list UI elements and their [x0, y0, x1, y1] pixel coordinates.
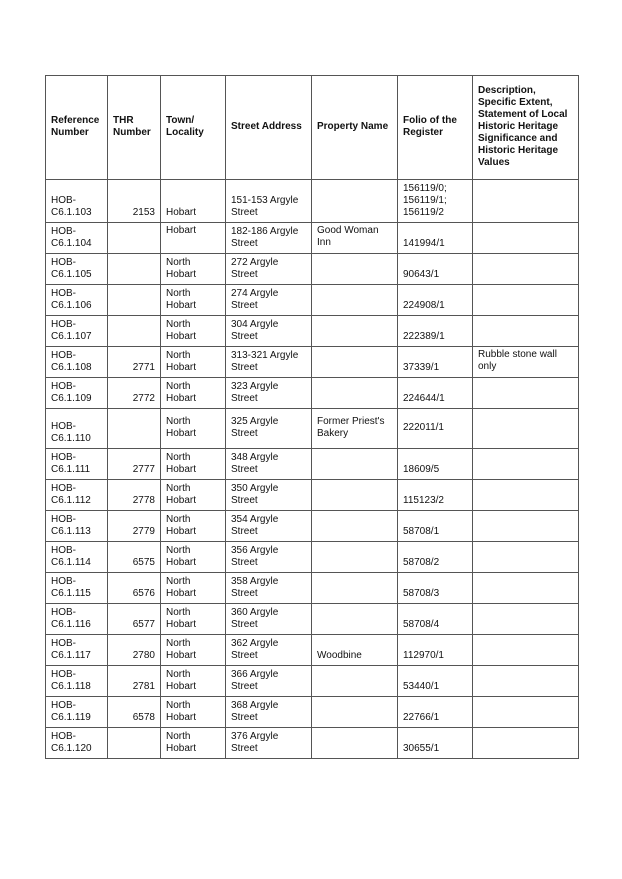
- cell-street-address: 360 Argyle Street: [226, 604, 312, 635]
- cell-street-address: 182-186 Argyle Street: [226, 223, 312, 254]
- table-body: [46, 180, 579, 759]
- cell-thr-number: 2778: [108, 480, 161, 511]
- cell-street-address: 323 Argyle Street: [226, 378, 312, 409]
- cell-reference-number: HOB-C6.1.108: [46, 347, 108, 378]
- cell-description: [473, 635, 579, 666]
- cell-description: [473, 316, 579, 347]
- cell-description: [473, 511, 579, 542]
- cell-folio: 58708/3: [398, 573, 473, 604]
- cell-reference-number: HOB-C6.1.120: [46, 728, 108, 759]
- cell-street-address: 304 Argyle Street: [226, 316, 312, 347]
- header-folio: Folio of the Register: [398, 76, 473, 180]
- cell-description: [473, 573, 579, 604]
- cell-folio: 18609/5: [398, 449, 473, 480]
- cell-town-locality: North Hobart: [161, 409, 226, 449]
- cell-property-name: [312, 347, 398, 378]
- cell-town-locality: North Hobart: [161, 347, 226, 378]
- table-row: [46, 409, 579, 449]
- cell-folio: 58708/1: [398, 511, 473, 542]
- cell-reference-number: HOB-C6.1.118: [46, 666, 108, 697]
- cell-reference-number: HOB-C6.1.116: [46, 604, 108, 635]
- cell-reference-number: HOB-C6.1.119: [46, 697, 108, 728]
- table-row: [46, 449, 579, 480]
- cell-description: [473, 285, 579, 316]
- cell-reference-number: HOB-C6.1.104: [46, 223, 108, 254]
- table-row: [46, 285, 579, 316]
- cell-street-address: 358 Argyle Street: [226, 573, 312, 604]
- cell-reference-number: HOB-C6.1.103: [46, 180, 108, 223]
- cell-town-locality: North Hobart: [161, 697, 226, 728]
- cell-reference-number: HOB-C6.1.107: [46, 316, 108, 347]
- cell-folio: 37339/1: [398, 347, 473, 378]
- cell-property-name: Former Priest's Bakery: [312, 409, 398, 449]
- cell-town-locality: Hobart: [161, 180, 226, 223]
- table-row: [46, 697, 579, 728]
- cell-thr-number: [108, 254, 161, 285]
- cell-street-address: 362 Argyle Street: [226, 635, 312, 666]
- cell-street-address: 274 Argyle Street: [226, 285, 312, 316]
- cell-street-address: 313-321 Argyle Street: [226, 347, 312, 378]
- cell-thr-number: 2153: [108, 180, 161, 223]
- cell-folio: 222011/1: [398, 409, 473, 449]
- cell-description: [473, 480, 579, 511]
- cell-town-locality: North Hobart: [161, 285, 226, 316]
- table-row: [46, 316, 579, 347]
- cell-property-name: [312, 378, 398, 409]
- cell-thr-number: 2771: [108, 347, 161, 378]
- cell-thr-number: 6578: [108, 697, 161, 728]
- cell-folio: 22766/1: [398, 697, 473, 728]
- table-row: [46, 666, 579, 697]
- cell-property-name: [312, 180, 398, 223]
- cell-town-locality: North Hobart: [161, 573, 226, 604]
- cell-folio: 58708/2: [398, 542, 473, 573]
- cell-folio: 53440/1: [398, 666, 473, 697]
- cell-folio: 58708/4: [398, 604, 473, 635]
- table-row: [46, 378, 579, 409]
- cell-property-name: [312, 604, 398, 635]
- table-row: [46, 542, 579, 573]
- cell-street-address: 272 Argyle Street: [226, 254, 312, 285]
- cell-town-locality: North Hobart: [161, 480, 226, 511]
- cell-folio: 141994/1: [398, 223, 473, 254]
- header-reference-number: Reference Number: [46, 76, 108, 180]
- cell-street-address: 350 Argyle Street: [226, 480, 312, 511]
- cell-property-name: [312, 449, 398, 480]
- header-town-locality: Town/ Locality: [161, 76, 226, 180]
- cell-thr-number: [108, 285, 161, 316]
- cell-property-name: [312, 728, 398, 759]
- cell-thr-number: 2780: [108, 635, 161, 666]
- heritage-register-table: [45, 75, 579, 759]
- cell-folio: 30655/1: [398, 728, 473, 759]
- cell-folio: 156119/0; 156119/1; 156119/2: [398, 180, 473, 223]
- cell-town-locality: North Hobart: [161, 254, 226, 285]
- cell-property-name: [312, 542, 398, 573]
- cell-property-name: [312, 666, 398, 697]
- cell-town-locality: North Hobart: [161, 316, 226, 347]
- cell-town-locality: North Hobart: [161, 511, 226, 542]
- cell-property-name: [312, 697, 398, 728]
- cell-thr-number: [108, 728, 161, 759]
- cell-street-address: 348 Argyle Street: [226, 449, 312, 480]
- cell-description: [473, 542, 579, 573]
- cell-thr-number: [108, 316, 161, 347]
- cell-thr-number: [108, 223, 161, 254]
- cell-thr-number: 2781: [108, 666, 161, 697]
- cell-thr-number: 6577: [108, 604, 161, 635]
- table-row: [46, 573, 579, 604]
- cell-reference-number: HOB-C6.1.117: [46, 635, 108, 666]
- cell-town-locality: North Hobart: [161, 728, 226, 759]
- table-row: [46, 180, 579, 223]
- cell-street-address: 368 Argyle Street: [226, 697, 312, 728]
- cell-reference-number: HOB-C6.1.109: [46, 378, 108, 409]
- header-street-address: Street Address: [226, 76, 312, 180]
- cell-description: Rubble stone wall only: [473, 347, 579, 378]
- cell-description: [473, 180, 579, 223]
- cell-description: [473, 449, 579, 480]
- cell-description: [473, 604, 579, 635]
- cell-town-locality: Hobart: [161, 223, 226, 254]
- cell-street-address: 376 Argyle Street: [226, 728, 312, 759]
- table-header-row: [46, 76, 579, 180]
- cell-thr-number: 2772: [108, 378, 161, 409]
- cell-reference-number: HOB-C6.1.105: [46, 254, 108, 285]
- cell-reference-number: HOB-C6.1.115: [46, 573, 108, 604]
- cell-property-name: [312, 254, 398, 285]
- cell-property-name: [312, 285, 398, 316]
- cell-town-locality: North Hobart: [161, 635, 226, 666]
- cell-property-name: [312, 316, 398, 347]
- cell-town-locality: North Hobart: [161, 449, 226, 480]
- cell-property-name: [312, 511, 398, 542]
- header-property-name: Property Name: [312, 76, 398, 180]
- table-row: [46, 223, 579, 254]
- cell-property-name: [312, 573, 398, 604]
- cell-thr-number: 6576: [108, 573, 161, 604]
- header-description: Description, Specific Extent, Statement of Local Historic Heritage Significance and Historic Heritage Values: [473, 76, 579, 180]
- cell-town-locality: North Hobart: [161, 378, 226, 409]
- cell-reference-number: HOB-C6.1.114: [46, 542, 108, 573]
- cell-street-address: 366 Argyle Street: [226, 666, 312, 697]
- cell-folio: 224644/1: [398, 378, 473, 409]
- table-row: [46, 604, 579, 635]
- cell-description: [473, 378, 579, 409]
- cell-description: [473, 666, 579, 697]
- cell-street-address: 151-153 Argyle Street: [226, 180, 312, 223]
- cell-description: [473, 254, 579, 285]
- cell-street-address: 354 Argyle Street: [226, 511, 312, 542]
- table-row: [46, 728, 579, 759]
- cell-reference-number: HOB-C6.1.110: [46, 409, 108, 449]
- cell-reference-number: HOB-C6.1.113: [46, 511, 108, 542]
- cell-folio: 115123/2: [398, 480, 473, 511]
- cell-reference-number: HOB-C6.1.111: [46, 449, 108, 480]
- header-thr-number: THR Number: [108, 76, 161, 180]
- cell-reference-number: HOB-C6.1.112: [46, 480, 108, 511]
- cell-description: [473, 728, 579, 759]
- cell-thr-number: 2777: [108, 449, 161, 480]
- cell-folio: 224908/1: [398, 285, 473, 316]
- table-row: [46, 511, 579, 542]
- cell-property-name: [312, 480, 398, 511]
- cell-property-name: Good Woman Inn: [312, 223, 398, 254]
- cell-description: [473, 697, 579, 728]
- cell-property-name: Woodbine: [312, 635, 398, 666]
- cell-description: [473, 409, 579, 449]
- cell-folio: 90643/1: [398, 254, 473, 285]
- cell-street-address: 356 Argyle Street: [226, 542, 312, 573]
- cell-street-address: 325 Argyle Street: [226, 409, 312, 449]
- cell-reference-number: HOB-C6.1.106: [46, 285, 108, 316]
- cell-town-locality: North Hobart: [161, 542, 226, 573]
- table-row: [46, 480, 579, 511]
- table-row: [46, 254, 579, 285]
- table-row: [46, 347, 579, 378]
- table-row: [46, 635, 579, 666]
- cell-thr-number: 6575: [108, 542, 161, 573]
- cell-folio: 112970/1: [398, 635, 473, 666]
- cell-town-locality: North Hobart: [161, 666, 226, 697]
- cell-thr-number: 2779: [108, 511, 161, 542]
- cell-folio: 222389/1: [398, 316, 473, 347]
- cell-description: [473, 223, 579, 254]
- cell-town-locality: North Hobart: [161, 604, 226, 635]
- cell-thr-number: [108, 409, 161, 449]
